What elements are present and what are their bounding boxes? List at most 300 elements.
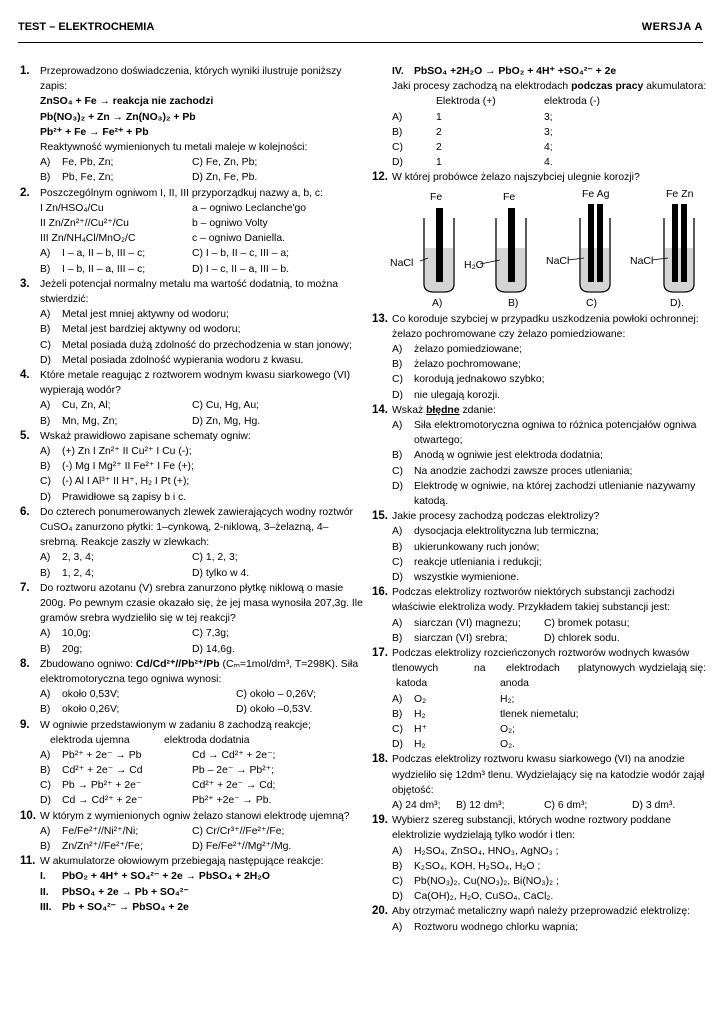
reaction-cell: Pb²⁺ + 2e⁻ → Pb bbox=[62, 749, 142, 761]
question-15 bbox=[372, 509, 706, 585]
answer-row bbox=[40, 702, 356, 717]
question-number: 11. bbox=[20, 855, 36, 868]
option-key: B) bbox=[40, 704, 51, 716]
question-text: Poszczególnym ogniwom I, II, III przyporządkuj nazwy a, b, c: bbox=[40, 187, 323, 199]
cell-row bbox=[40, 231, 356, 246]
answer-option bbox=[40, 307, 356, 322]
answer-cell: O₂. bbox=[500, 739, 516, 751]
option-text: (+) Zn I Zn²⁺ II Cu²⁺ I Cu (-); bbox=[62, 445, 192, 457]
question-text: Podczas elektrolizy rozcieńczonych roztworów wodnych kwasów bbox=[392, 647, 690, 659]
question-text: srebrną. Reakcje zaszły w zlewkach: bbox=[40, 537, 210, 549]
cell-name: c – ogniwo Daniella. bbox=[192, 233, 285, 245]
option-text: dysocjacja elektrolityczna lub termiczna; bbox=[414, 526, 599, 538]
option-key: A) bbox=[392, 111, 403, 123]
answer-cell: O₂; bbox=[500, 723, 516, 735]
option-text: żelazo pochromowane; bbox=[414, 359, 521, 371]
question-9 bbox=[20, 718, 356, 809]
option-key: A) bbox=[392, 617, 403, 629]
emphasis-text: podczas pracy bbox=[571, 81, 644, 93]
test-version: WERSJA A bbox=[641, 21, 703, 33]
reaction-line: Pb(NO₃)₂ + Zn → Zn(NO₃)₂ + Pb bbox=[40, 111, 196, 123]
answer-option: Mn, Mg, Zn; bbox=[62, 415, 118, 427]
column-header: elektroda dodatnia bbox=[164, 734, 250, 746]
option-key: B) bbox=[40, 324, 51, 336]
option-key: B) bbox=[392, 541, 403, 553]
answer-cell: 4; bbox=[544, 141, 553, 153]
question-number: 14. bbox=[372, 403, 388, 416]
option-text: Pb(NO₃)₂, Cu(NO₃)₂, Bi(NO₃)₂ ; bbox=[414, 875, 559, 887]
solution-label: NaCl bbox=[546, 254, 570, 267]
answer-option bbox=[392, 418, 706, 433]
answer-row bbox=[40, 398, 356, 413]
figure-option: B) bbox=[508, 297, 519, 309]
option-key: B) bbox=[392, 708, 403, 720]
question-text: wypierają wodór? bbox=[40, 385, 121, 397]
answer-option bbox=[40, 490, 356, 505]
answer-cell: H⁺ bbox=[414, 723, 427, 735]
answer-option: około 0,26V; bbox=[62, 704, 120, 716]
option-text: Siła elektromotoryczna ogniwa to różnica potencjałów ogniwa bbox=[414, 419, 697, 431]
option-key: B) bbox=[392, 126, 403, 138]
reaction-cell: Pb → Pb²⁺ + 2e⁻ bbox=[62, 780, 142, 792]
option-text: Na anodzie zachodzi zawsze proces utleniania; bbox=[414, 465, 633, 477]
silver-rod bbox=[597, 204, 603, 282]
solution-label: NaCl bbox=[390, 256, 414, 269]
iron-rod bbox=[508, 208, 515, 282]
answer-option: C) I – b, II – c, III – a; bbox=[192, 248, 290, 260]
answer-option: C) Cu, Hg, Au; bbox=[192, 400, 259, 412]
cell-row bbox=[40, 216, 356, 231]
answer-option: C) Cr/Cr³⁺//Fe²⁺/Fe; bbox=[192, 825, 285, 837]
option-text: nie ulegają korozji. bbox=[414, 389, 501, 401]
reaction-line: PbO₂ + 4H⁺ + SO₄²⁻ + 2e → PbSO₄ + 2H₂O bbox=[62, 871, 270, 883]
question-3 bbox=[20, 277, 356, 368]
answer-option: I – b, II – a, III – c; bbox=[62, 263, 146, 275]
question-text: W którym z wymienionych ogniw żelazo stanowi elektrodę ujemną? bbox=[40, 810, 350, 822]
option-key: A) bbox=[392, 693, 403, 705]
option-key: A) bbox=[40, 309, 51, 321]
option-key: A) bbox=[40, 825, 51, 837]
reaction-key: I. bbox=[40, 871, 46, 883]
answer-option: 2, 3, 4; bbox=[62, 552, 94, 564]
option-key: A) bbox=[40, 445, 51, 457]
answer-option bbox=[40, 338, 356, 353]
question-11 bbox=[20, 854, 356, 915]
answer-cell: 4. bbox=[544, 157, 553, 169]
question-number: 5. bbox=[20, 429, 30, 442]
question-text: Aby otrzymać metaliczny wapń należy przeprowadzić elektrolizę: bbox=[392, 906, 690, 918]
answer-option: siarczan (VI) magnezu; bbox=[414, 617, 521, 629]
reaction-cell: Cd → Cd²⁺ + 2e⁻ bbox=[62, 795, 143, 807]
option-key: A) bbox=[392, 526, 403, 538]
answer-row bbox=[40, 262, 356, 277]
option-text: Ca(OH)₂, H₂O, CuSO₄, CaCl₂. bbox=[414, 891, 554, 903]
question-number: 18. bbox=[372, 753, 388, 766]
answer-option: C) 1, 2, 3; bbox=[192, 552, 238, 564]
answer-option: D) chlorek sodu. bbox=[544, 632, 620, 644]
option-key: D) bbox=[392, 389, 403, 401]
reaction-line: ZnSO₄ + Fe → reakcja nie zachodzi bbox=[40, 96, 214, 108]
answer-option: C) Fe, Zn, Pb; bbox=[192, 157, 258, 169]
answer-row bbox=[40, 414, 356, 429]
cell-scheme: III Zn/NH₄Cl/MnO₂/C bbox=[40, 233, 136, 245]
answer-option bbox=[392, 479, 706, 494]
question-text: Zbudowano ogniwo: bbox=[40, 658, 136, 670]
question-text: tlenowych bbox=[392, 663, 439, 675]
question-text: Jaki procesy zachodzą na elektrodach bbox=[392, 81, 572, 93]
question-text: platynowych bbox=[578, 663, 636, 675]
answer-cell: 1 bbox=[436, 157, 442, 169]
question-2 bbox=[20, 186, 356, 277]
answer-option bbox=[392, 570, 706, 585]
answer-option bbox=[40, 459, 356, 474]
option-text: Metal jest bardziej aktywny od wodoru; bbox=[62, 324, 241, 336]
figure-option: C) bbox=[586, 297, 597, 309]
answer-option: Fe, Pb, Zn; bbox=[62, 157, 114, 169]
answer-option bbox=[392, 388, 706, 403]
option-key: A) bbox=[40, 400, 51, 412]
option-key: B) bbox=[40, 172, 51, 184]
option-key: B) bbox=[392, 450, 403, 462]
answer-option: D) Zn, Fe, Pb. bbox=[192, 172, 258, 184]
question-8 bbox=[20, 657, 359, 718]
answer-cell: 3; bbox=[544, 126, 553, 138]
option-key: C) bbox=[392, 556, 403, 568]
option-key: C) bbox=[40, 780, 51, 792]
answer-row bbox=[40, 550, 356, 565]
option-key: C) bbox=[392, 723, 403, 735]
question-text: Jeżeli potencjał normalny metalu ma wartość dodatnią, to można bbox=[40, 278, 339, 290]
question-11-continued bbox=[372, 64, 706, 170]
answer-cell: 1 bbox=[436, 111, 442, 123]
question-number: 13. bbox=[372, 312, 388, 325]
question-text: Wskaż bbox=[392, 404, 427, 416]
question-text: akumulatora: bbox=[643, 81, 707, 93]
option-key: B) bbox=[392, 860, 403, 872]
question-12 bbox=[372, 170, 706, 185]
answer-option bbox=[40, 322, 356, 337]
answer-option bbox=[392, 464, 706, 479]
question-19 bbox=[372, 813, 706, 904]
question-number: 4. bbox=[20, 368, 30, 381]
question-text: stwierdzić: bbox=[40, 293, 89, 305]
answer-option bbox=[392, 524, 706, 539]
question-text: Do czterech ponumerowanych zlewek zawierających wodny roztwór bbox=[40, 506, 354, 518]
option-key: A) bbox=[392, 921, 403, 933]
question-number: 19. bbox=[372, 814, 388, 827]
answer-cell: O₂ bbox=[414, 693, 427, 705]
answer-option: D) Zn, Mg, Hg. bbox=[192, 415, 261, 427]
option-key: A) bbox=[392, 845, 403, 857]
answer-option bbox=[392, 342, 706, 357]
test-tubes-drawing bbox=[372, 188, 706, 296]
answer-row bbox=[40, 246, 356, 261]
option-key: A) bbox=[40, 749, 51, 761]
zinc-rod bbox=[681, 204, 687, 282]
question-text: Wybierz szereg substancji, których wodne roztwory poddane bbox=[392, 815, 671, 827]
option-text: korodują jednakowo szybko; bbox=[414, 374, 545, 386]
answer-option-continued bbox=[392, 494, 706, 509]
option-key: C) bbox=[392, 374, 403, 386]
question-number: 9. bbox=[20, 718, 30, 731]
option-text: K₂SO₄, KOH, H₂SO₄, H₂O ; bbox=[414, 860, 541, 872]
option-key: B) bbox=[40, 461, 51, 473]
question-number: 10. bbox=[20, 809, 36, 822]
question-text: Wskaż prawidłowo zapisane schematy ogniw: bbox=[40, 430, 251, 442]
option-key: D) bbox=[40, 354, 51, 366]
option-key: B) bbox=[40, 567, 51, 579]
answer-option: C) 6 dm³; bbox=[544, 799, 588, 811]
question-16 bbox=[372, 585, 706, 646]
option-key: D) bbox=[40, 491, 51, 503]
answer-row bbox=[40, 566, 356, 581]
answer-option bbox=[40, 353, 356, 368]
question-text: elektromotoryczna tego ogniwa wynosi: bbox=[40, 673, 222, 685]
option-text: ukierunkowany ruch jonów; bbox=[414, 541, 540, 553]
option-text: Metal posiada dużą zdolność do przechodzenia w stan jonowy; bbox=[62, 339, 352, 351]
emphasis-text: błędne bbox=[426, 404, 460, 416]
answer-row bbox=[40, 824, 356, 839]
answer-row bbox=[40, 839, 356, 854]
question-text: W której probówce żelazo najszybciej ulegnie korozji? bbox=[392, 172, 640, 184]
test-tubes-figure bbox=[372, 188, 706, 296]
option-key: A) bbox=[40, 248, 51, 260]
option-text: Elektrodę w ogniwie, na której zachodzi utlenianie nazywamy bbox=[414, 480, 696, 492]
option-key: D) bbox=[392, 480, 403, 492]
question-text: Jakie procesy zachodzą podczas elektrolizy? bbox=[392, 511, 600, 523]
answer-option: 10,0g; bbox=[62, 628, 91, 640]
answer-row bbox=[40, 155, 356, 170]
electrode-label: Fe Ag bbox=[582, 187, 610, 200]
question-number: 12. bbox=[372, 171, 388, 184]
answer-option bbox=[392, 859, 706, 874]
option-text: Metal jest mniej aktywny od wodoru; bbox=[62, 309, 229, 321]
answer-option: 1, 2, 4; bbox=[62, 567, 94, 579]
cell-row bbox=[40, 201, 356, 216]
answer-option: siarczan (VI) srebra; bbox=[414, 632, 508, 644]
question-text: Reaktywność wymienionych tu metali maleje w kolejności: bbox=[40, 142, 308, 154]
answer-row bbox=[392, 631, 706, 646]
electrode-label: Fe Zn bbox=[666, 187, 694, 200]
option-text: Metal posiada zdolność wypierania wodoru z kwasu. bbox=[62, 354, 304, 366]
question-text: Które metale reagując z roztworem wodnym kwasu siarkowego (VI) bbox=[40, 369, 351, 381]
option-key: D) bbox=[392, 157, 403, 169]
reaction-line: PbSO₄ + 2e → Pb + SO₄²⁻ bbox=[62, 886, 189, 898]
option-key: B) bbox=[40, 765, 51, 777]
option-text: (-) Mg I Mg²⁺ II Fe²⁺ I Fe (+); bbox=[62, 461, 194, 473]
reaction-line: PbSO₄ +2H₂O → PbO₂ + 4H⁺ +SO₄²⁻ + 2e bbox=[414, 66, 617, 77]
answer-option bbox=[40, 444, 356, 459]
figure-option: D). bbox=[670, 297, 684, 309]
option-key: A) bbox=[40, 628, 51, 640]
electrode-label: Fe bbox=[430, 190, 443, 203]
question-text: Do roztworu azotanu (V) srebra zanurzono płytkę niklową o masie bbox=[40, 582, 344, 594]
answer-option: D) około –0,53V. bbox=[236, 704, 313, 716]
question-14 bbox=[372, 403, 706, 509]
cell-scheme: I Zn/HSO₄/Cu bbox=[40, 202, 104, 214]
question-number: 17. bbox=[372, 646, 388, 659]
column-header: elektroda (-) bbox=[544, 96, 601, 108]
question-text: objętość: bbox=[392, 784, 434, 796]
answer-option: D) Fe/Fe²⁺//Mg²⁺/Mg. bbox=[192, 841, 292, 853]
electrode-label: Fe bbox=[503, 190, 516, 203]
reaction-cell: Pb²⁺ +2e⁻ → Pb. bbox=[192, 795, 272, 807]
question-text: żelazo pochromowane czy żelazo pomiedziowane: bbox=[392, 328, 626, 340]
reaction-cell: Cd²⁺ + 2e⁻ → Cd; bbox=[192, 780, 276, 792]
question-text: Podczas elektrolizy roztworów niektórych substancji zachodzi bbox=[392, 587, 675, 599]
cell-name: b – ogniwo Volty bbox=[192, 217, 268, 229]
solution-label: H₂O bbox=[464, 258, 484, 271]
answer-row bbox=[40, 687, 356, 702]
column-header: Elektroda (+) bbox=[436, 96, 496, 108]
reaction-key: II. bbox=[40, 886, 49, 898]
option-text: (-) Al I Al³⁺ II H⁺, H₂ I Pt (+); bbox=[62, 476, 190, 488]
answer-cell: 3; bbox=[544, 111, 553, 123]
question-text: elektrodach bbox=[506, 663, 560, 675]
option-key: A) bbox=[392, 343, 403, 355]
option-key: B) bbox=[392, 632, 403, 644]
option-key: C) bbox=[40, 476, 51, 488]
cell-name: a – ogniwo Leclanche'go bbox=[192, 202, 307, 214]
answer-option: I – a, II – b, III – c; bbox=[62, 248, 146, 260]
question-number: 6. bbox=[20, 505, 30, 518]
question-number: 8. bbox=[20, 657, 30, 670]
page-header bbox=[18, 20, 703, 38]
option-key: A) bbox=[40, 689, 51, 701]
answer-option: C) około – 0,26V; bbox=[236, 689, 316, 701]
cell-scheme: II Zn/Zn²⁺//Cu²⁺/Cu bbox=[40, 217, 129, 229]
answer-option bbox=[392, 372, 706, 387]
question-number: 1. bbox=[20, 65, 30, 77]
question-text: Co koroduje szybciej w przypadku uszkodzenia powłoki ochronnej: bbox=[392, 313, 699, 325]
answer-cell: H₂ bbox=[414, 739, 426, 751]
question-text: W akumulatorze ołowiowym przebiegają następujące reakcje: bbox=[40, 856, 324, 868]
answer-cell: tlenek niemetalu; bbox=[500, 708, 579, 720]
iron-rod bbox=[588, 204, 594, 282]
answer-option: około 0,53V; bbox=[62, 689, 120, 701]
answer-option bbox=[392, 889, 706, 904]
answer-row bbox=[392, 616, 706, 631]
option-key: C) bbox=[392, 465, 403, 477]
option-key: A) bbox=[40, 157, 51, 169]
answer-cell: H₂ bbox=[414, 708, 426, 720]
question-text: CuSO₄ zanurzono płytki: 1–cynkową, 2-niklową, 3–żelazną, 4– bbox=[40, 521, 329, 533]
question-text: wydzielają się: bbox=[639, 663, 706, 675]
option-text: otwartego; bbox=[414, 435, 463, 447]
column-header: katoda bbox=[396, 678, 428, 690]
answer-option: C) 7,3g; bbox=[192, 628, 229, 640]
answer-option bbox=[392, 555, 706, 570]
option-text: Roztworu wodnego chlorku wapnia; bbox=[414, 921, 579, 933]
answer-option bbox=[40, 474, 356, 489]
option-text: wszystkie wymienione. bbox=[414, 571, 520, 583]
question-4 bbox=[20, 368, 356, 429]
question-text: (Cₘ=1mol/dm³, T=298K). Siła bbox=[219, 658, 359, 670]
answer-option: Zn/Zn²⁺//Fe²⁺/Fe; bbox=[62, 841, 143, 853]
question-text: na bbox=[474, 663, 486, 675]
reaction-cell: Cd → Cd²⁺ + 2e⁻; bbox=[192, 749, 276, 761]
solution-fill bbox=[665, 248, 693, 291]
question-number: 16. bbox=[372, 586, 388, 599]
option-text: reakcje utleniania i redukcji; bbox=[414, 556, 542, 568]
reaction-key: III. bbox=[40, 901, 52, 913]
question-text: gramów srebra wydzieliło się w tej reakcji? bbox=[40, 613, 236, 625]
answer-option: D) tylko w 4. bbox=[192, 567, 250, 579]
answer-option: D) 14,6g. bbox=[192, 643, 235, 655]
answer-option bbox=[392, 874, 706, 889]
option-key: A) bbox=[392, 419, 403, 431]
option-key: B) bbox=[40, 643, 51, 655]
answer-option bbox=[392, 920, 706, 935]
option-key: D) bbox=[392, 891, 403, 903]
answer-option bbox=[392, 844, 706, 859]
solution-label: NaCl bbox=[630, 254, 654, 267]
option-text: H₂SO₄, ZnSO₄, HNO₃, AgNO₃ ; bbox=[414, 845, 559, 857]
answer-option: B) 12 dm³; bbox=[456, 799, 505, 811]
question-number: 15. bbox=[372, 510, 388, 523]
column-header: elektroda ujemna bbox=[50, 734, 130, 746]
option-text: Prawidłowe są zapisy b i c. bbox=[62, 491, 187, 503]
question-text: zdanie: bbox=[459, 404, 496, 416]
answer-option-continued bbox=[392, 433, 706, 448]
test-title: TEST – ELEKTROCHEMIA bbox=[18, 21, 155, 33]
option-key: B) bbox=[40, 263, 51, 275]
right-column bbox=[372, 64, 706, 935]
option-key: C) bbox=[392, 141, 403, 153]
solution-fill bbox=[581, 248, 609, 291]
question-20 bbox=[372, 904, 706, 934]
question-18 bbox=[372, 752, 706, 813]
reaction-cell: Pb – 2e⁻ → Pb²⁺; bbox=[192, 765, 275, 777]
option-key: A) bbox=[40, 552, 51, 564]
question-text: właściwie elektroliza wody. Przykładem takiej substancji jest: bbox=[392, 602, 671, 614]
reaction-line: Pb + SO₄²⁻ → PbSO₄ + 2e bbox=[62, 901, 189, 913]
answer-row bbox=[40, 170, 356, 185]
answer-option: Pb, Fe, Zn; bbox=[62, 172, 114, 184]
answer-cell: 2 bbox=[436, 141, 442, 153]
reaction-line: Pb²⁺ + Fe → Fe²⁺ + Pb bbox=[40, 126, 149, 138]
question-text: wydzieliło się 12dm³ tlenu. Wydzielający się na katodzie wodór zajął bbox=[392, 769, 705, 781]
answer-option: D) I – c, II – a, III – b. bbox=[192, 263, 290, 275]
answer-row bbox=[40, 642, 356, 657]
question-text: zapis: bbox=[40, 81, 68, 93]
question-number: 7. bbox=[20, 581, 30, 594]
iron-rod bbox=[672, 204, 678, 282]
left-column bbox=[20, 64, 363, 915]
reaction-key: IV. bbox=[392, 66, 404, 77]
option-key: B) bbox=[40, 841, 51, 853]
question-text: Przeprowadzono doświadczenia, których wyniki ilustruje poniższy bbox=[40, 66, 342, 77]
option-key: D) bbox=[392, 571, 403, 583]
answer-cell: H₂; bbox=[500, 693, 515, 705]
answer-cell: 2 bbox=[436, 126, 442, 138]
answer-option: C) bromek potasu; bbox=[544, 617, 630, 629]
option-key: D) bbox=[40, 795, 51, 807]
answer-option: A) 24 dm³; bbox=[392, 799, 441, 811]
answer-option: 20g; bbox=[62, 643, 83, 655]
question-text: Podczas elektrolizy roztworu kwasu siarkowego (VI) na anodzie bbox=[392, 754, 685, 766]
question-text: 200g. Po pewnym czasie okazało się, że jej masa wynosiła 207,3g. Ile bbox=[40, 597, 363, 609]
question-number: 20. bbox=[372, 905, 388, 918]
header-rule bbox=[18, 42, 703, 43]
question-number: 3. bbox=[20, 277, 30, 290]
option-key: B) bbox=[40, 415, 51, 427]
question-text: elektrolizie wydzielają tylko wodór i tlen: bbox=[392, 830, 576, 842]
answer-option: D) 3 dm³. bbox=[632, 799, 676, 811]
answer-row bbox=[40, 626, 356, 641]
option-text: żelazo pomiedziowane; bbox=[414, 343, 523, 355]
option-key: C) bbox=[40, 339, 51, 351]
